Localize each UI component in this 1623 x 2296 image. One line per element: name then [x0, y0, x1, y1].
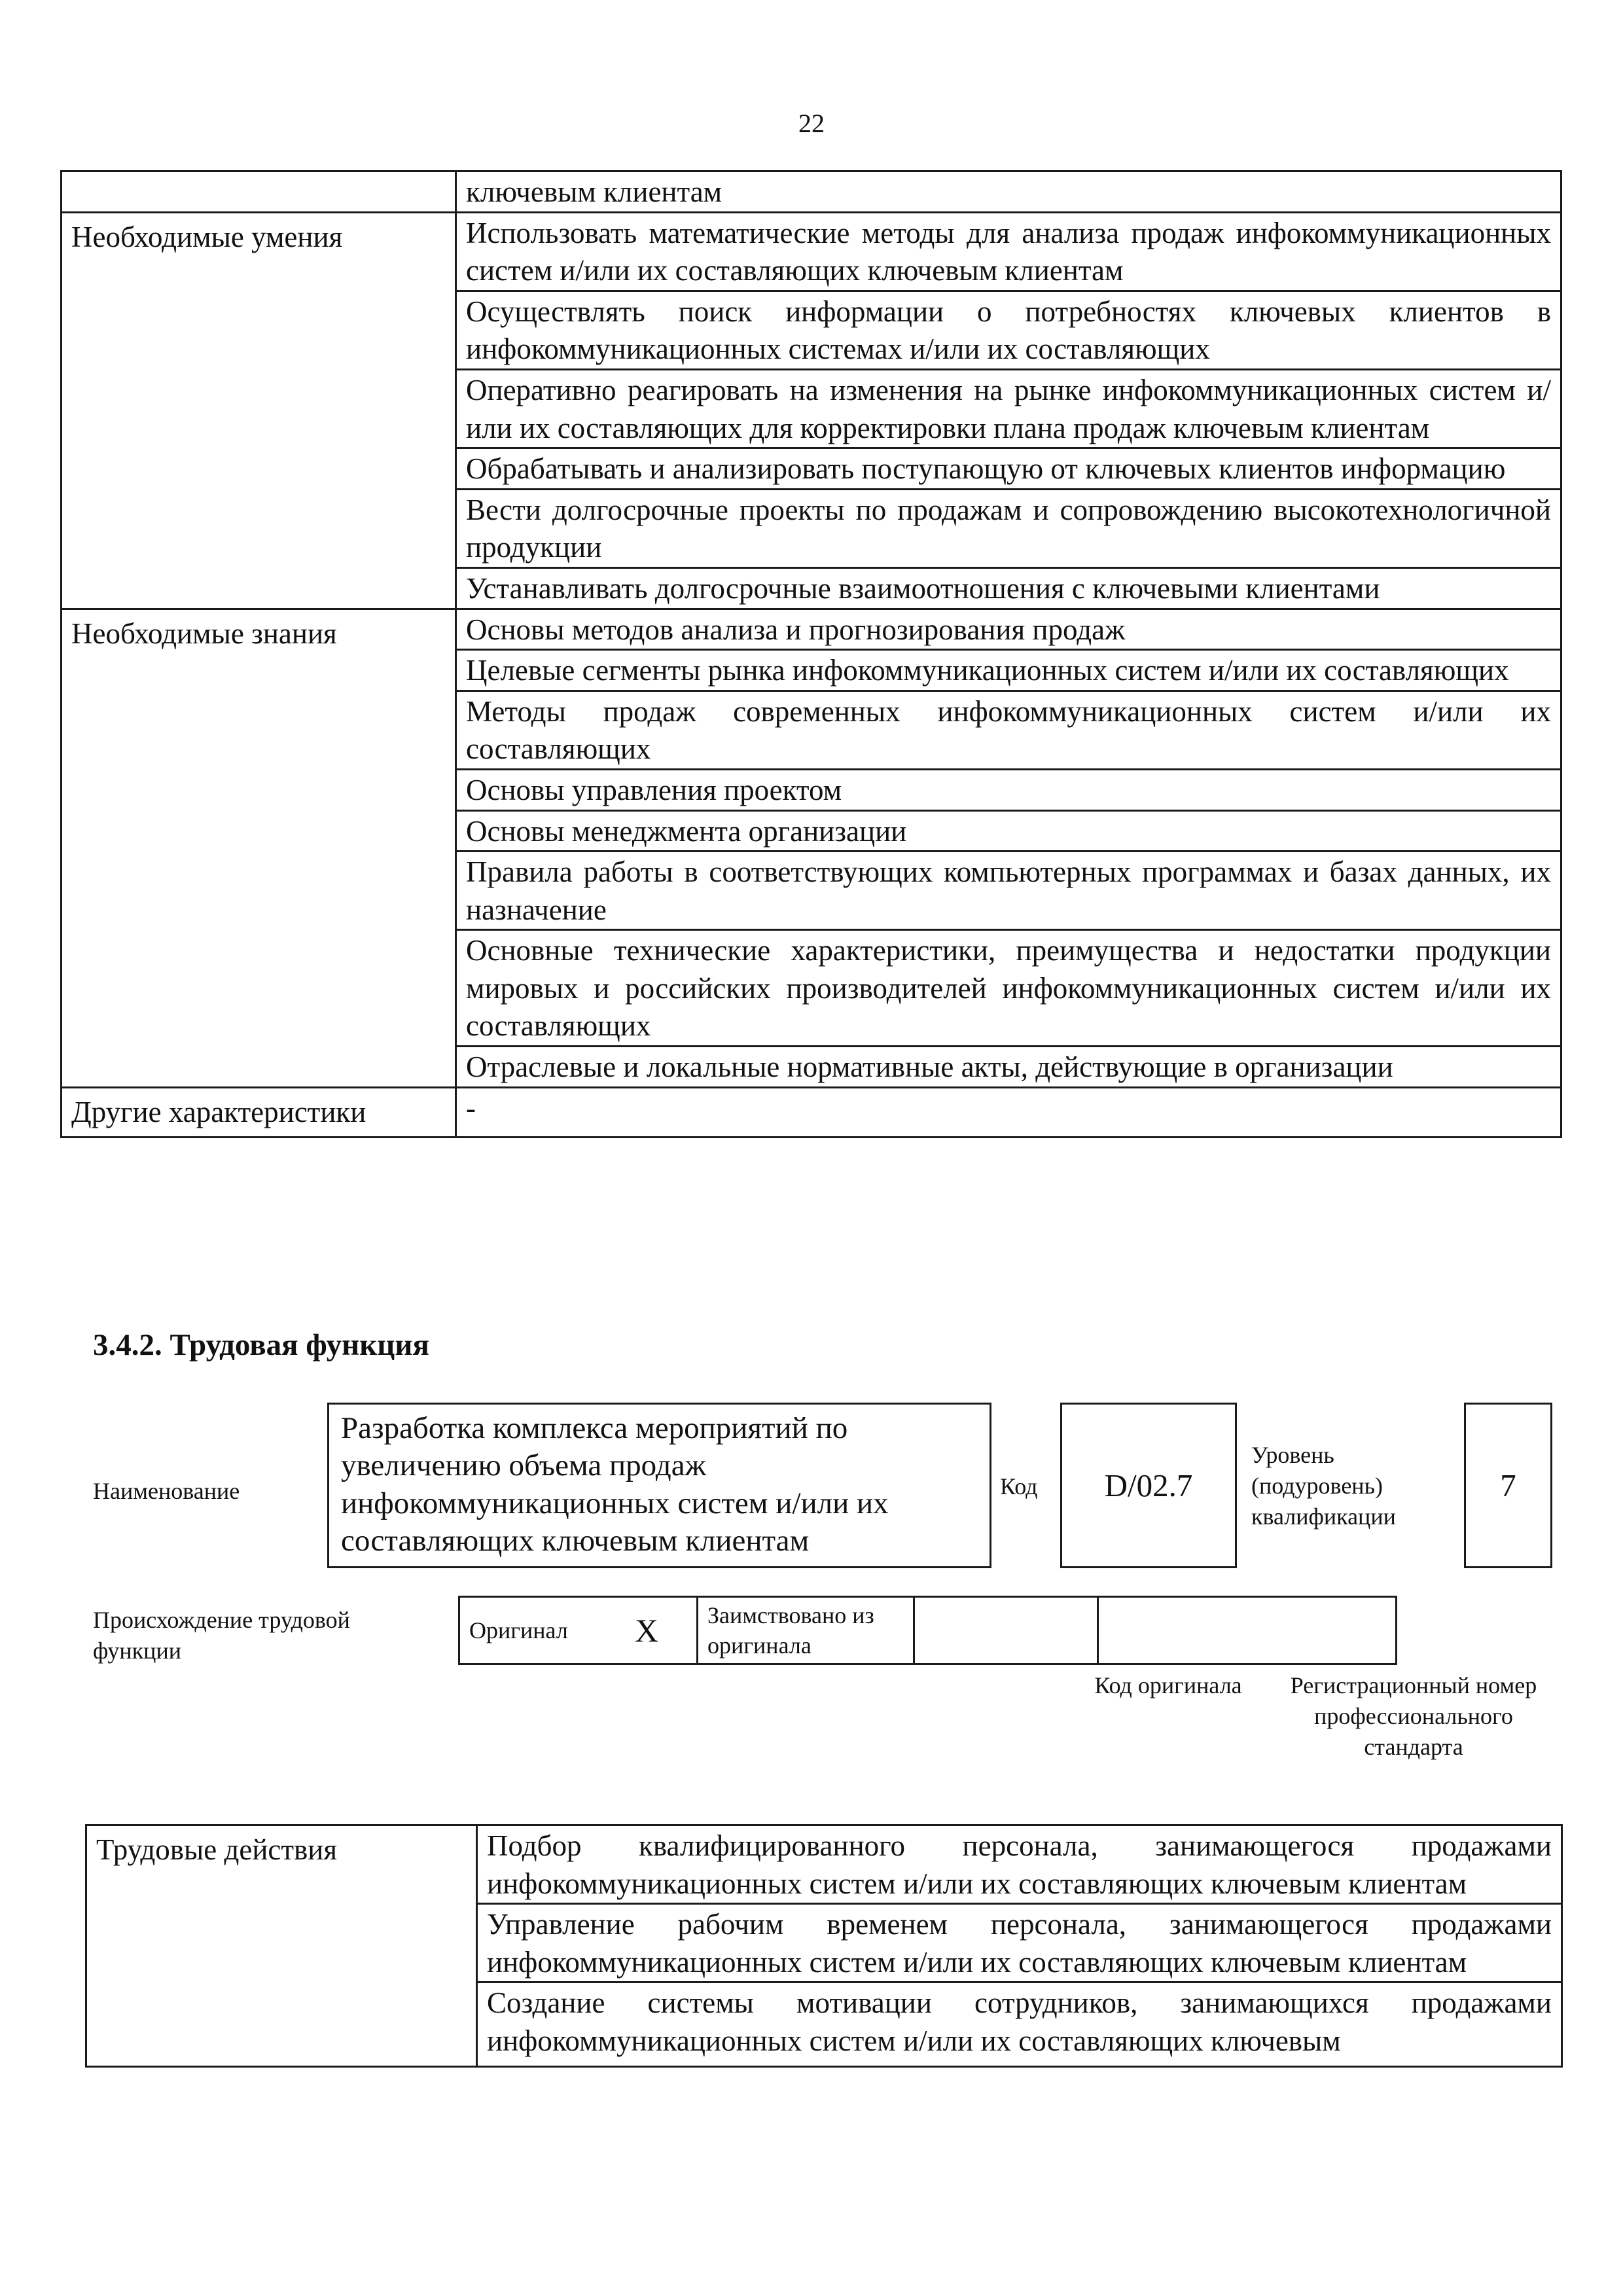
- empty-header-cell: [62, 171, 456, 213]
- table-row: [62, 1087, 1561, 1138]
- other-characteristics-header: Другие характеристики: [62, 1087, 456, 1138]
- knowledge-item: Методы продаж современных инфокоммуникационных систем и/или их составляющих: [456, 691, 1561, 769]
- borrowed-label: Заимствовано из оригинала: [698, 1597, 914, 1664]
- knowledge-item: Отраслевые и локальные нормативные акты, действующие в организации: [456, 1047, 1561, 1088]
- knowledge-item: Основы методов анализа и прогнозирования продаж: [456, 609, 1561, 650]
- code-label: Код: [1000, 1473, 1038, 1499]
- original-mark: X: [626, 1597, 698, 1664]
- original-label: Оригинал: [459, 1597, 626, 1664]
- page-number: 22: [798, 109, 825, 138]
- origin-label: Происхождение трудовой функции: [93, 1607, 350, 1664]
- skill-item: Вести долгосрочные проекты по продажам и сопровождению высокотехнологичной продукции: [456, 489, 1561, 567]
- skills-header: Необходимые умения: [62, 212, 456, 609]
- skill-item: Устанавливать долгосрочные взаимоотношения с ключевыми клиентами: [456, 567, 1561, 609]
- skill-item: Обрабатывать и анализировать поступающую от ключевых клиентов информацию: [456, 448, 1561, 490]
- original-code-cell: [914, 1597, 1098, 1664]
- table-row: [459, 1597, 1397, 1664]
- other-characteristics-value: -: [456, 1087, 1561, 1138]
- table-row: [62, 609, 1561, 650]
- knowledge-item: Целевые сегменты рынка инфокоммуникационных систем и/или их составляющих: [456, 650, 1561, 691]
- table-row: [62, 212, 1561, 291]
- skill-item: Оперативно реагировать на изменения на рынке инфокоммуникационных систем и/или их составляющих для корректировки плана продаж ключевым клиентам: [456, 369, 1561, 448]
- function-name-box: Разработка комплекса мероприятий по увеличению объема продаж инфокоммуникационных систем и/или их составляющих ключевым клиентам: [327, 1403, 991, 1568]
- knowledge-header: Необходимые знания: [62, 609, 456, 1087]
- skills-knowledge-table: [60, 170, 1562, 1138]
- table-row: [62, 171, 1561, 213]
- name-label: Наименование: [93, 1478, 240, 1504]
- labour-action-item: Управление рабочим временем персонала, занимающегося продажами инфокоммуникационных систем и/или их составляющих ключевым клиентам: [477, 1904, 1562, 1982]
- skill-item: Использовать математические методы для анализа продаж инфокоммуникационных систем и/или их составляющих ключевым клиентам: [456, 212, 1561, 291]
- knowledge-item: Основные технические характеристики, преимущества и недостатки продукции мировых и российских производителей инфокоммуникационных систем и/или их составляющих: [456, 930, 1561, 1047]
- registration-number-cell: [1098, 1597, 1397, 1664]
- qualification-level-box: 7: [1464, 1403, 1552, 1568]
- table-row: [86, 1825, 1562, 1904]
- labour-action-item: Подбор квалифицированного персонала, занимающегося продажами инфокоммуникационных систем и/или их составляющих ключевым клиентам: [477, 1825, 1562, 1904]
- continuation-cell: ключевым клиентам: [456, 171, 1561, 213]
- skill-item: Осуществлять поиск информации о потребностях ключевых клиентов в инфокоммуникационных системах и/или их составляющих: [456, 291, 1561, 369]
- labour-actions-header: Трудовые действия: [86, 1825, 477, 2067]
- origin-table: [458, 1596, 1397, 1665]
- knowledge-item: Основы менеджмента организации: [456, 810, 1561, 852]
- original-code-caption: Код оригинала: [1094, 1672, 1242, 1698]
- knowledge-item: Основы управления проектом: [456, 769, 1561, 810]
- qualification-level-label: Уровень (подуровень) квалификации: [1251, 1442, 1396, 1530]
- registration-number-caption: Регистрационный номер профессионального стандарта: [1290, 1672, 1537, 1760]
- function-code-box: D/02.7: [1060, 1403, 1237, 1568]
- labour-actions-table: [85, 1824, 1563, 2068]
- section-heading: 3.4.2. Трудовая функция: [93, 1328, 429, 1362]
- knowledge-item: Правила работы в соответствующих компьютерных программах и базах данных, их назначение: [456, 852, 1561, 930]
- labour-action-item: Создание системы мотивации сотрудников, занимающихся продажами инфокоммуникационных систем и/или их составляющих ключевым: [477, 1982, 1562, 2066]
